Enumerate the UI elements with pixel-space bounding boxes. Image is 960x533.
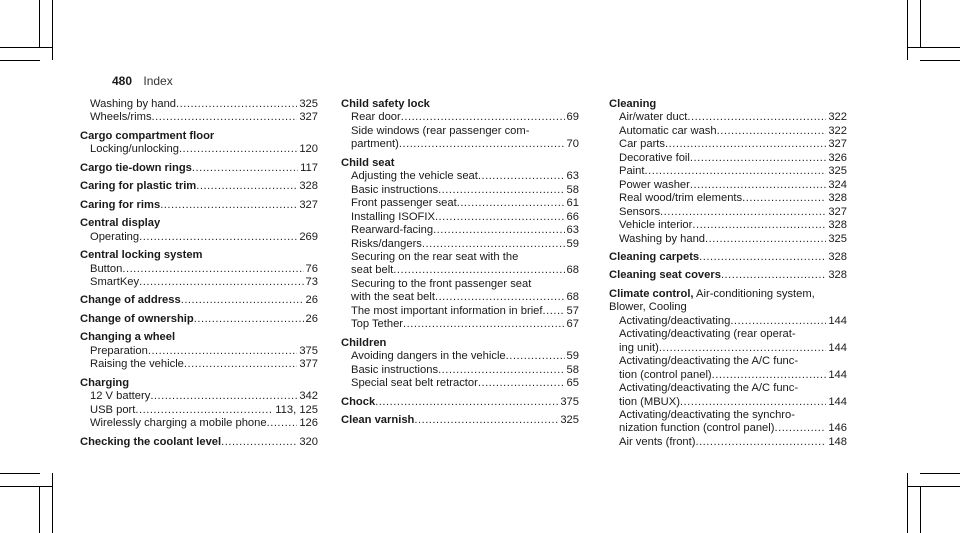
dot-leader [717, 125, 827, 138]
page-reference[interactable]: 325 [828, 232, 847, 245]
page-reference[interactable]: 63 [566, 224, 579, 237]
page-reference[interactable]: 326 [828, 151, 847, 164]
dot-leader [393, 264, 564, 277]
entry-label: tion (MBUX) [619, 395, 680, 408]
dot-leader [774, 422, 826, 435]
entry-label: Cleaning carpets [609, 250, 700, 263]
page-reference[interactable]: 126 [299, 417, 318, 430]
entry-label: Checking the coolant level [80, 435, 222, 448]
index-main-entry[interactable] [341, 414, 579, 427]
dot-leader [399, 138, 565, 151]
entry-label: Top Tether [351, 318, 404, 331]
index-sub-entry[interactable] [341, 111, 579, 124]
dot-leader [148, 345, 297, 358]
index-sub-entry-line: Side windows (rear passenger com- [351, 124, 530, 137]
entry-label: with the seat belt [351, 291, 435, 304]
entry-label: Sensors [619, 205, 661, 218]
entry-label: Wirelessly charging a mobile phone [90, 417, 267, 430]
dot-leader [478, 170, 565, 183]
dot-leader [680, 396, 826, 409]
index-sub-entry[interactable] [341, 138, 579, 151]
index-main-entry[interactable] [80, 199, 318, 212]
index-sub-entry[interactable] [609, 436, 847, 449]
entry-label: Wheels/rims [90, 111, 152, 124]
dot-leader [122, 263, 303, 276]
index-heading: Central locking system [80, 249, 203, 262]
page-reference[interactable]: 66 [566, 210, 579, 223]
dot-leader [457, 197, 565, 210]
page-reference[interactable]: 144 [828, 341, 847, 354]
entry-label: Clean varnish [341, 413, 415, 426]
entry-label: Real wood/trim elements [619, 192, 743, 205]
index-sub-entry[interactable] [609, 111, 847, 124]
page-reference[interactable]: 73 [305, 275, 318, 288]
entry-label: Front passenger seat [351, 197, 457, 210]
index-heading: Cargo compartment floor [80, 129, 215, 142]
dot-leader [435, 291, 565, 304]
dot-leader [267, 417, 298, 430]
crop-mark-top-left-v2 [52, 0, 53, 60]
crop-mark-bottom-right-h2 [920, 473, 960, 474]
dot-leader [705, 233, 826, 246]
crop-mark-bottom-left-h [0, 486, 52, 487]
dot-leader [660, 206, 826, 219]
page-reference[interactable]: 144 [828, 368, 847, 381]
dot-leader [721, 269, 826, 282]
dot-leader [435, 211, 565, 224]
entry-label: Washing by hand [619, 232, 706, 245]
entry-label: 12 V battery [90, 390, 151, 403]
index-heading: Cleaning [609, 98, 657, 110]
index-sub-entry-line: Activating/deactivating the A/C func- [619, 382, 799, 395]
index-sub-entry[interactable] [341, 291, 579, 304]
entry-label: Adjusting the vehicle seat [351, 170, 478, 183]
index-main-entry[interactable] [609, 269, 847, 282]
index-sub-entry[interactable] [80, 263, 318, 276]
page-reference[interactable]: 68 [566, 291, 579, 304]
index-sub-entry[interactable] [80, 98, 318, 111]
page-reference[interactable]: 65 [566, 377, 579, 390]
page-reference[interactable]: 26 [305, 294, 318, 307]
entry-label: The most important information in brief [351, 304, 543, 317]
index-sub-entry[interactable] [341, 197, 579, 210]
dot-leader [414, 414, 558, 427]
entry-label: Vehicle interior [619, 219, 693, 232]
index-continuation: Blower, Cooling [609, 301, 687, 314]
crop-mark-top-left-h [0, 47, 52, 48]
dot-leader [179, 143, 297, 156]
entry-label: Caring for rims [80, 198, 161, 211]
entry-label: Cleaning seat covers [609, 269, 721, 282]
index-main-entry[interactable] [80, 436, 318, 449]
page-reference[interactable]: 327 [828, 205, 847, 218]
entry-label: Basic instructions [351, 183, 439, 196]
entry-label: Locking/unlocking [90, 143, 179, 156]
page-reference[interactable]: 327 [828, 138, 847, 151]
index-sub-entry[interactable] [341, 211, 579, 224]
entry-label: Cargo tie-down rings [80, 161, 192, 174]
index-main-entry[interactable] [80, 294, 318, 307]
page-reference[interactable]: 148 [828, 435, 847, 448]
crop-mark-top-right-h2 [920, 60, 960, 61]
page-reference[interactable]: 328 [828, 219, 847, 232]
index-heading: Central display [80, 217, 161, 230]
index-sub-entry-line: Securing on the rear seat with the [351, 250, 519, 263]
page-reference[interactable]: 328 [828, 269, 847, 282]
dot-leader [196, 180, 297, 193]
page-title: Index [143, 74, 173, 88]
entry-label: USB port [90, 403, 136, 416]
dot-leader [160, 199, 297, 212]
dot-leader [150, 390, 297, 403]
dot-leader [742, 192, 826, 205]
dot-leader [192, 162, 298, 175]
index-sub-entry[interactable] [341, 184, 579, 197]
page-reference[interactable]: 325 [560, 413, 579, 426]
index-sub-entry[interactable] [609, 165, 847, 178]
page-reference[interactable]: 146 [828, 422, 847, 435]
page-reference[interactable]: 328 [828, 192, 847, 205]
index-heading: Charging [80, 376, 130, 389]
dot-leader [692, 219, 826, 232]
index-sub-entry[interactable] [341, 170, 579, 183]
dot-leader [645, 165, 827, 178]
entry-label: Change of address [80, 294, 181, 307]
entry-label: partment) [351, 138, 399, 151]
index-sub-entry[interactable] [80, 417, 318, 430]
page-reference[interactable]: 63 [566, 170, 579, 183]
page-reference[interactable]: 327 [299, 198, 318, 211]
index-sub-entry[interactable] [609, 219, 847, 232]
index-sub-entry[interactable] [341, 305, 579, 318]
page-reference[interactable]: 328 [828, 250, 847, 263]
dot-leader [375, 396, 558, 409]
entry-label: Air vents (front) [619, 435, 696, 448]
dot-leader [712, 369, 827, 382]
page-reference[interactable]: 144 [828, 314, 847, 327]
entry-label: Risks/dangers [351, 237, 422, 250]
entry-label: Avoiding dangers in the vehicle [351, 350, 506, 363]
crop-mark-top-right-h [907, 47, 960, 48]
index-sub-entry[interactable] [341, 350, 579, 363]
index-sub-entry[interactable] [341, 224, 579, 237]
page-reference[interactable]: 57 [566, 304, 579, 317]
entry-label: Rear door [351, 111, 401, 124]
entry-label: seat belt [351, 264, 394, 277]
index-heading [609, 288, 847, 301]
crop-mark-top-right-v2 [907, 0, 908, 60]
index-sub-entry[interactable] [80, 143, 318, 156]
index-sub-entry[interactable] [341, 364, 579, 377]
index-sub-entry[interactable] [609, 138, 847, 151]
dot-leader [438, 184, 564, 197]
dot-leader [152, 111, 298, 124]
index-sub-entry[interactable] [609, 152, 847, 165]
index-column-1 [80, 98, 318, 449]
index-sub-entry[interactable] [341, 238, 579, 251]
index-sub-entry-line: Activating/deactivating (rear operat- [619, 328, 796, 341]
page-reference[interactable]: 59 [566, 237, 579, 250]
dot-leader [422, 238, 565, 251]
entry-label: Rearward-facing [351, 224, 434, 237]
entry-label: Operating [90, 230, 140, 243]
dot-leader [687, 111, 826, 124]
page-reference[interactable]: 269 [299, 230, 318, 243]
index-heading: Child seat [341, 156, 395, 169]
index-sub-entry[interactable] [80, 390, 318, 403]
index-sub-entry[interactable] [341, 264, 579, 277]
page-reference[interactable]: 144 [828, 395, 847, 408]
page-reference[interactable]: 325 [828, 165, 847, 178]
page-reference[interactable]: 113, 125 [275, 403, 318, 416]
entry-label: Caring for plastic trim [80, 180, 197, 193]
dot-leader [506, 350, 565, 363]
cross-reference[interactable]: Air-conditioning system, [693, 287, 815, 300]
index-sub-entry[interactable] [341, 318, 579, 331]
crop-mark-bottom-right-v2 [907, 473, 908, 533]
page-reference[interactable]: 26 [305, 312, 318, 325]
index-heading: Children [341, 336, 387, 349]
entry-label: Automatic car wash [619, 124, 717, 137]
page-reference[interactable]: 76 [305, 262, 318, 275]
entry-label: Air/water duct [619, 111, 688, 124]
dot-leader [139, 231, 297, 244]
dot-leader [665, 138, 826, 151]
index-column-2 [341, 98, 579, 427]
page-reference[interactable]: 68 [566, 264, 579, 277]
crop-mark-top-left-v [39, 0, 40, 47]
dot-leader [139, 276, 303, 289]
index-sub-entry-line: Activating/deactivating the A/C func- [619, 355, 799, 368]
dot-leader [194, 313, 304, 326]
dot-leader [659, 342, 827, 355]
index-sub-entry[interactable] [609, 206, 847, 219]
dot-leader [176, 98, 297, 111]
entry-label: Decorative foil [619, 151, 690, 164]
page-reference[interactable]: 61 [566, 197, 579, 210]
dot-leader [730, 315, 826, 328]
page-reference[interactable]: 69 [566, 111, 579, 124]
page-reference[interactable]: 58 [566, 183, 579, 196]
index-sub-entry-line: Activating/deactivating the synchro- [619, 408, 795, 421]
index-sub-entry[interactable] [609, 396, 847, 409]
dot-leader [433, 224, 564, 237]
entry-label: Washing by hand [90, 98, 177, 110]
dot-leader [403, 318, 565, 331]
crop-mark-top-right-v [920, 0, 921, 47]
entry-label: Power washer [619, 178, 690, 191]
index-sub-entry[interactable] [609, 369, 847, 382]
index-main-entry[interactable] [80, 162, 318, 175]
heading-label: Climate control, [609, 287, 694, 300]
page-reference[interactable]: 324 [828, 178, 847, 191]
index-sub-entry[interactable] [609, 233, 847, 246]
index-heading: Changing a wheel [80, 331, 176, 344]
index-sub-entry[interactable] [609, 315, 847, 328]
crop-mark-bottom-left-v2 [52, 473, 53, 533]
dot-leader [184, 358, 297, 371]
dot-leader [690, 152, 826, 165]
dot-leader [401, 111, 565, 124]
page-reference[interactable]: 320 [299, 435, 318, 448]
page-reference[interactable]: 342 [299, 390, 318, 403]
index-main-entry[interactable] [341, 396, 579, 409]
index-sub-entry[interactable] [609, 125, 847, 138]
entry-label: Basic instructions [351, 363, 439, 376]
index-sub-entry[interactable] [609, 192, 847, 205]
index-main-entry[interactable] [609, 251, 847, 264]
entry-label: ing unit) [619, 341, 659, 354]
entry-label: Special seat belt retractor [351, 377, 478, 390]
entry-label: Activating/deactivating [619, 314, 731, 327]
entry-label: Change of ownership [80, 312, 194, 325]
index-sub-entry[interactable] [80, 111, 318, 124]
page-reference[interactable]: 67 [566, 318, 579, 331]
entry-label: Car parts [619, 138, 666, 151]
crop-mark-bottom-right-v [920, 486, 921, 533]
crop-mark-bottom-right-h [907, 486, 960, 487]
index-main-entry[interactable] [80, 313, 318, 326]
entry-label: Paint [619, 165, 645, 178]
crop-mark-bottom-left-v [39, 486, 40, 533]
index-sub-entry[interactable] [341, 377, 579, 390]
page-reference[interactable]: 377 [299, 358, 318, 371]
page-reference[interactable]: 58 [566, 363, 579, 376]
entry-label: tion (control panel) [619, 368, 712, 381]
page-header [112, 74, 173, 88]
page-reference[interactable]: 375 [560, 395, 579, 408]
index-sub-entry[interactable] [80, 231, 318, 244]
entry-label: Chock [341, 395, 376, 408]
page-reference[interactable]: 327 [299, 111, 318, 124]
entry-label: Button [90, 262, 123, 275]
dot-leader [699, 251, 826, 264]
page-number: 480 [112, 74, 133, 88]
page-reference[interactable]: 117 [300, 161, 318, 174]
page-reference[interactable]: 59 [566, 350, 579, 363]
index-sub-entry[interactable] [80, 404, 318, 417]
index-main-entry[interactable] [80, 180, 318, 193]
page-reference[interactable]: 375 [299, 344, 318, 357]
entry-label: Installing ISOFIX [351, 210, 435, 223]
page-reference[interactable]: 322 [828, 111, 847, 124]
dot-leader [543, 305, 565, 318]
entry-label: Raising the vehicle [90, 358, 184, 371]
index-sub-entry[interactable] [609, 342, 847, 355]
page-reference[interactable]: 322 [828, 124, 847, 137]
dot-leader [135, 404, 273, 417]
index-sub-entry-line: Securing to the front passenger seat [351, 277, 532, 290]
index-sub-entry[interactable] [80, 358, 318, 371]
index-heading: Child safety lock [341, 98, 430, 110]
page-reference[interactable]: 328 [299, 180, 318, 193]
index-column-3 [609, 98, 847, 449]
dot-leader [181, 294, 304, 307]
crop-mark-bottom-left-h2 [0, 473, 40, 474]
page-reference[interactable]: 120 [299, 143, 318, 156]
dot-leader [221, 436, 297, 449]
index-sub-entry[interactable] [609, 422, 847, 435]
index-sub-entry[interactable] [80, 276, 318, 289]
crop-mark-top-left-h2 [0, 60, 40, 61]
dot-leader [695, 436, 826, 449]
page-reference[interactable]: 70 [566, 138, 579, 151]
entry-label: Preparation [90, 344, 148, 357]
dot-leader [438, 364, 564, 377]
index-sub-entry[interactable] [80, 345, 318, 358]
entry-label: nization function (control panel) [619, 422, 775, 435]
page-reference[interactable]: 325 [299, 98, 318, 110]
dot-leader [478, 377, 565, 390]
entry-label: SmartKey [90, 275, 140, 288]
index-sub-entry[interactable] [609, 179, 847, 192]
dot-leader [690, 179, 826, 192]
